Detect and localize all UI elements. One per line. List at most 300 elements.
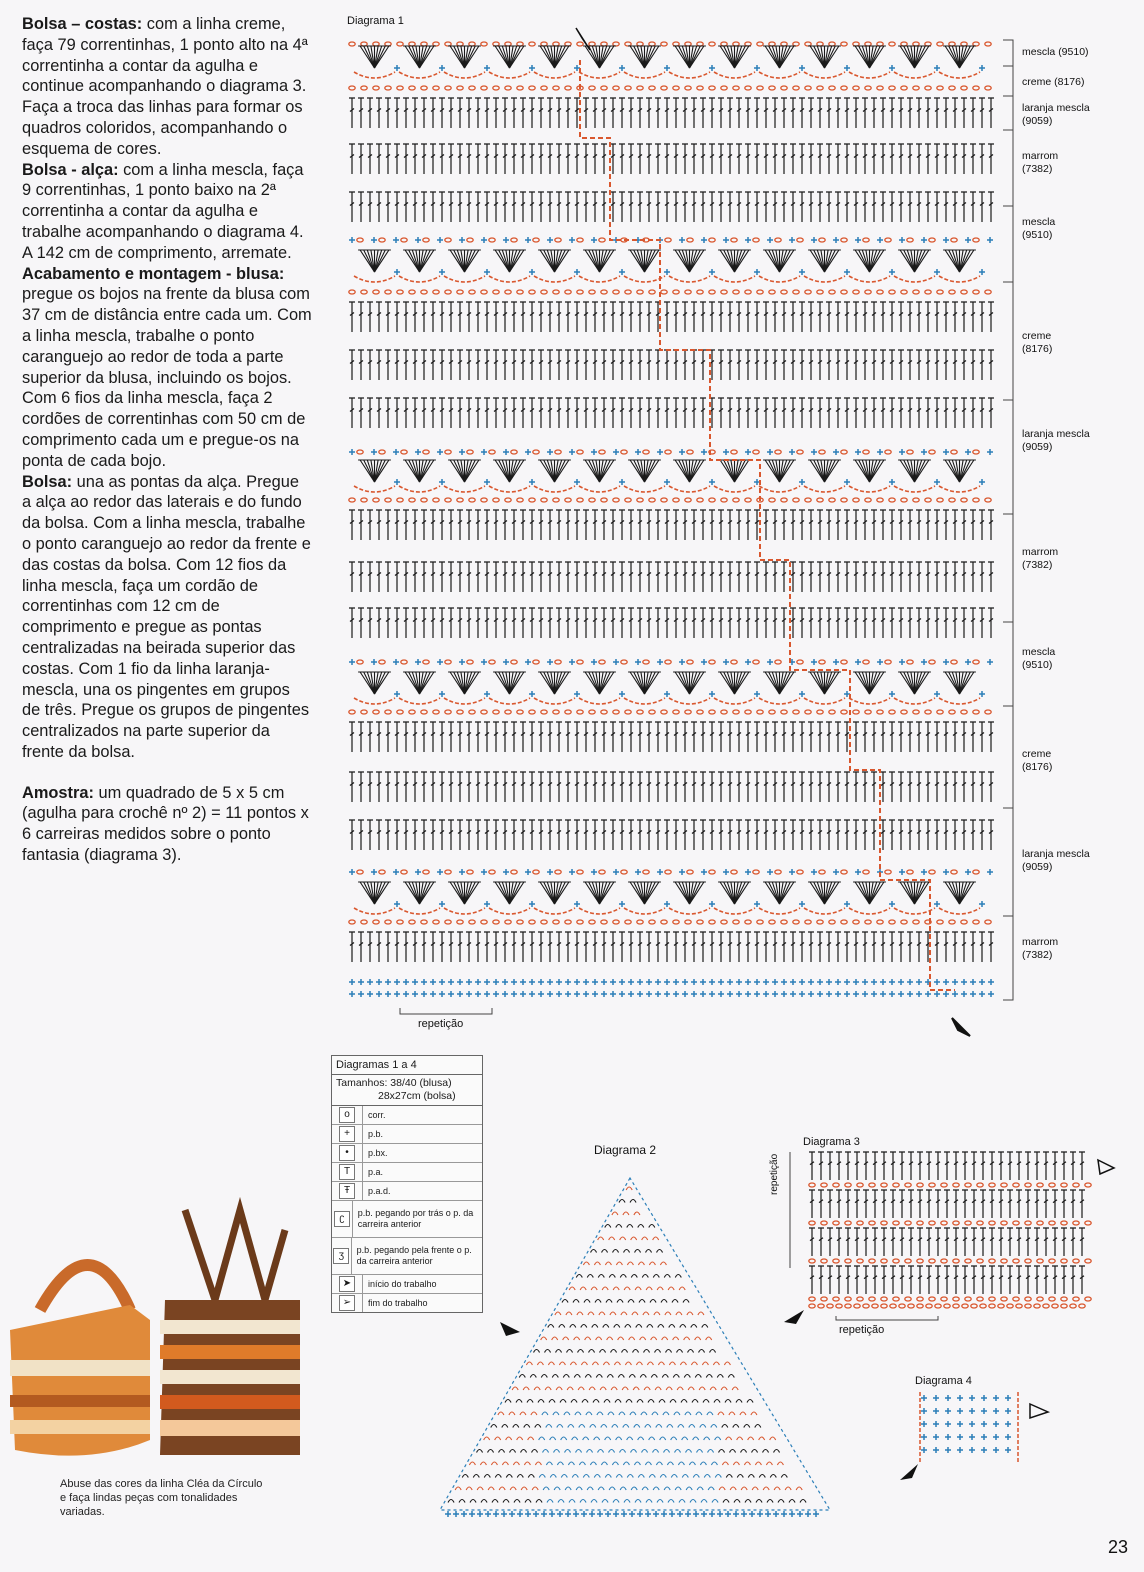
curl-stitch xyxy=(619,1200,625,1203)
chain-arc xyxy=(894,908,935,914)
single-crochet-stitch xyxy=(493,979,499,985)
double-crochet-stitch xyxy=(439,98,445,128)
single-crochet-stitch xyxy=(880,991,886,997)
chain-stitch xyxy=(854,1304,860,1308)
curl-stitch xyxy=(660,1262,666,1265)
double-crochet-stitch xyxy=(466,722,472,752)
double-crochet-stitch xyxy=(808,722,814,752)
double-crochet-stitch xyxy=(799,302,805,332)
double-crochet-stitch xyxy=(439,932,445,962)
single-crochet-stitch xyxy=(439,479,445,485)
double-crochet-stitch xyxy=(1070,1266,1076,1294)
double-crochet-stitch xyxy=(818,1228,824,1256)
double-crochet-stitch xyxy=(827,1152,833,1180)
fan-stitch xyxy=(510,250,526,272)
double-crochet-stitch xyxy=(691,510,697,540)
double-crochet-stitch xyxy=(493,772,499,802)
double-crochet-stitch xyxy=(925,562,931,592)
double-crochet-stitch xyxy=(538,98,544,128)
double-crochet-stitch xyxy=(745,820,751,850)
single-crochet-stitch xyxy=(569,869,575,875)
chain-stitch xyxy=(1061,1304,1067,1308)
double-crochet-stitch xyxy=(727,932,733,962)
single-crochet-stitch xyxy=(461,1511,467,1517)
single-crochet-stitch xyxy=(957,1434,963,1440)
curl-stitch xyxy=(701,1500,707,1503)
double-crochet-stitch xyxy=(935,1228,941,1256)
curl-stitch xyxy=(583,1262,589,1265)
double-crochet-stitch xyxy=(592,144,598,174)
single-crochet-stitch xyxy=(844,479,850,485)
curl-stitch xyxy=(546,1462,552,1465)
double-crochet-stitch xyxy=(952,144,958,174)
double-crochet-stitch xyxy=(547,302,553,332)
curl-stitch xyxy=(548,1325,554,1328)
double-crochet-stitch xyxy=(421,144,427,174)
double-crochet-stitch xyxy=(556,98,562,128)
double-crochet-stitch xyxy=(502,192,508,222)
fan-stitch xyxy=(645,250,661,272)
curl-stitch xyxy=(621,1312,627,1315)
chain-stitch xyxy=(517,498,523,502)
chain-stitch xyxy=(973,660,979,664)
single-crochet-stitch xyxy=(709,691,715,697)
double-crochet-stitch xyxy=(592,772,598,802)
chain-stitch xyxy=(555,660,561,664)
chain-stitch xyxy=(817,920,823,924)
curl-stitch xyxy=(603,1325,609,1328)
chain-stitch xyxy=(401,660,407,664)
double-crochet-stitch xyxy=(817,722,823,752)
single-crochet-stitch xyxy=(765,1511,771,1517)
curl-stitch xyxy=(582,1400,588,1403)
fan-stitch xyxy=(853,882,869,904)
double-crochet-stitch xyxy=(349,562,355,592)
double-crochet-stitch xyxy=(619,398,625,428)
curl-stitch xyxy=(630,1412,636,1415)
fan-stitch xyxy=(358,882,374,904)
chain-stitch xyxy=(965,1297,971,1301)
double-crochet-stitch xyxy=(845,1190,851,1218)
double-crochet-stitch xyxy=(772,510,778,540)
double-crochet-stitch xyxy=(367,302,373,332)
single-crochet-stitch xyxy=(799,269,805,275)
chain-stitch xyxy=(565,710,571,714)
double-crochet-stitch xyxy=(718,772,724,802)
chain-stitch xyxy=(819,870,825,874)
curl-stitch xyxy=(673,1337,679,1340)
double-crochet-stitch xyxy=(421,350,427,380)
double-crochet-stitch xyxy=(790,932,796,962)
double-crochet-stitch xyxy=(691,562,697,592)
curl-stitch xyxy=(650,1300,656,1303)
curl-stitch xyxy=(535,1462,541,1465)
double-crochet-stitch xyxy=(664,398,670,428)
double-crochet-stitch xyxy=(394,350,400,380)
fan-stitch xyxy=(358,250,374,272)
chain-stitch xyxy=(673,498,679,502)
single-crochet-stitch xyxy=(899,449,905,455)
double-crochet-stitch xyxy=(538,562,544,592)
double-crochet-stitch xyxy=(826,144,832,174)
double-crochet-stitch xyxy=(962,1228,968,1256)
double-crochet-stitch xyxy=(538,608,544,638)
single-crochet-stitch xyxy=(439,65,445,71)
double-crochet-stitch xyxy=(529,772,535,802)
chain-stitch xyxy=(469,498,475,502)
diagram1-title: Diagrama 1 xyxy=(347,15,404,27)
curl-stitch xyxy=(613,1287,619,1290)
chain-stitch xyxy=(673,86,679,90)
double-crochet-stitch xyxy=(412,192,418,222)
single-crochet-stitch xyxy=(921,1395,927,1401)
chain-stitch xyxy=(1013,1259,1019,1263)
curl-stitch xyxy=(549,1400,555,1403)
single-crochet-stitch xyxy=(664,901,670,907)
double-crochet-stitch xyxy=(862,722,868,752)
chain-stitch xyxy=(817,86,823,90)
chain-stitch xyxy=(926,1304,932,1308)
chain-stitch xyxy=(985,498,991,502)
double-crochet-stitch xyxy=(448,772,454,802)
double-crochet-stitch xyxy=(502,820,508,850)
chain-stitch xyxy=(541,498,547,502)
double-crochet-stitch xyxy=(601,98,607,128)
single-crochet-stitch xyxy=(565,979,571,985)
single-crochet-stitch xyxy=(1005,1408,1011,1414)
double-crochet-stitch xyxy=(412,398,418,428)
double-crochet-stitch xyxy=(439,144,445,174)
chain-stitch xyxy=(745,710,751,714)
double-crochet-stitch xyxy=(817,350,823,380)
double-crochet-stitch xyxy=(628,302,634,332)
double-crochet-stitch xyxy=(790,398,796,428)
chain-stitch xyxy=(421,42,427,46)
double-crochet-stitch xyxy=(457,192,463,222)
curl-stitch xyxy=(589,1350,595,1353)
double-crochet-stitch xyxy=(430,98,436,128)
single-crochet-stitch xyxy=(591,449,597,455)
chain-stitch xyxy=(965,1259,971,1263)
chain-stitch xyxy=(457,42,463,46)
chain-stitch xyxy=(361,498,367,502)
chain-stitch xyxy=(489,870,495,874)
double-crochet-stitch xyxy=(934,144,940,174)
single-crochet-stitch xyxy=(679,449,685,455)
curl-stitch xyxy=(598,1237,604,1240)
single-crochet-stitch xyxy=(933,1434,939,1440)
chain-stitch xyxy=(621,660,627,664)
double-crochet-stitch xyxy=(646,722,652,752)
chain-stitch xyxy=(467,450,473,454)
color-code: (8176) xyxy=(1022,343,1053,355)
single-crochet-stitch xyxy=(569,237,575,243)
chain-stitch xyxy=(757,290,763,294)
curl-stitch xyxy=(696,1412,702,1415)
double-crochet-stitch xyxy=(925,772,931,802)
single-crochet-stitch xyxy=(709,979,715,985)
chain-stitch xyxy=(541,42,547,46)
chain-stitch xyxy=(409,86,415,90)
double-crochet-stitch xyxy=(637,608,643,638)
fan-stitch xyxy=(448,672,464,694)
double-crochet-stitch xyxy=(943,98,949,128)
double-crochet-stitch xyxy=(358,932,364,962)
curl-stitch xyxy=(623,1212,629,1215)
double-crochet-stitch xyxy=(934,772,940,802)
fan-stitch xyxy=(690,460,706,482)
chain-stitch xyxy=(361,86,367,90)
double-crochet-stitch xyxy=(979,510,985,540)
single-crochet-stitch xyxy=(525,869,531,875)
double-crochet-stitch xyxy=(394,398,400,428)
double-crochet-stitch xyxy=(835,772,841,802)
chain-stitch xyxy=(769,920,775,924)
double-crochet-stitch xyxy=(844,192,850,222)
single-crochet-stitch xyxy=(835,979,841,985)
single-crochet-stitch xyxy=(589,1511,595,1517)
double-crochet-stitch xyxy=(1061,1190,1067,1218)
double-crochet-stitch xyxy=(826,302,832,332)
chain-arc xyxy=(354,486,395,492)
chain-stitch xyxy=(845,1221,851,1225)
single-crochet-stitch xyxy=(657,869,663,875)
single-crochet-stitch xyxy=(933,1447,939,1453)
chain-stitch xyxy=(985,920,991,924)
chain-stitch xyxy=(421,920,427,924)
single-crochet-stitch xyxy=(889,991,895,997)
chain-stitch xyxy=(881,1304,887,1308)
curl-stitch xyxy=(627,1225,633,1228)
chain-stitch xyxy=(349,920,355,924)
chain-stitch xyxy=(469,710,475,714)
chain-arc xyxy=(399,698,440,704)
fan-stitch xyxy=(420,250,436,272)
double-crochet-stitch xyxy=(961,98,967,128)
double-crochet-stitch xyxy=(952,398,958,428)
double-crochet-stitch xyxy=(871,562,877,592)
curl-stitch xyxy=(601,1462,607,1465)
single-crochet-stitch xyxy=(549,1511,555,1517)
chain-arc xyxy=(579,72,620,78)
double-crochet-stitch xyxy=(448,192,454,222)
chain-stitch xyxy=(555,450,561,454)
chain-stitch xyxy=(907,238,913,242)
single-crochet-stitch xyxy=(969,1447,975,1453)
double-crochet-stitch xyxy=(619,562,625,592)
chain-stitch xyxy=(721,86,727,90)
chain-stitch xyxy=(665,450,671,454)
single-crochet-stitch xyxy=(899,869,905,875)
double-crochet-stitch xyxy=(682,608,688,638)
fan-stitch xyxy=(465,460,481,482)
chain-stitch xyxy=(1073,1221,1079,1225)
color-code: (7382) xyxy=(1022,163,1053,175)
curl-stitch xyxy=(612,1462,618,1465)
double-crochet-stitch xyxy=(511,144,517,174)
chain-stitch xyxy=(445,660,451,664)
double-crochet-stitch xyxy=(439,772,445,802)
curl-stitch xyxy=(587,1275,593,1278)
single-crochet-stitch xyxy=(826,991,832,997)
legend-title: Diagramas 1 a 4 xyxy=(332,1056,482,1075)
chain-stitch xyxy=(890,1304,896,1308)
chain-stitch xyxy=(565,920,571,924)
double-crochet-stitch xyxy=(367,192,373,222)
double-crochet-stitch xyxy=(403,932,409,962)
chain-arc xyxy=(534,72,575,78)
fan-stitch xyxy=(645,672,661,694)
double-crochet-stitch xyxy=(943,144,949,174)
curl-stitch xyxy=(498,1412,504,1415)
color-label xyxy=(1022,330,1132,356)
fan-stitch xyxy=(763,460,779,482)
curl-stitch xyxy=(702,1362,708,1365)
chain-stitch xyxy=(733,710,739,714)
instr-bolsa: Bolsa: una as pontas da alça. Pregue a alça ao redor das laterais e do fundo da bolsa. Com a linha mescla, trabalhe o ponto caranguejo ao redor da frente e das costas da bolsa. Com 12 fios da linha mescla, faça um cordão de correntinhas com 12 cm de comprimento e pregue as pontas centralizadas na beirada superior das costas. Com 1 fio da linha laranja-mescla, una os pingentes em grupos de três. Pregue os grupos de pingentes centralizados na parte superior da frente da bolsa. xyxy=(22,472,311,761)
curl-stitch xyxy=(506,1475,512,1478)
chain-arc xyxy=(669,72,710,78)
curl-stitch xyxy=(594,1262,600,1265)
single-crochet-stitch xyxy=(367,979,373,985)
single-crochet-stitch xyxy=(979,901,985,907)
chain-stitch xyxy=(577,660,583,664)
curl-stitch xyxy=(657,1500,663,1503)
double-crochet-stitch xyxy=(601,608,607,638)
double-crochet-stitch xyxy=(673,932,679,962)
single-crochet-stitch xyxy=(943,869,949,875)
double-crochet-stitch xyxy=(349,510,355,540)
chain-stitch xyxy=(433,290,439,294)
curl-stitch xyxy=(741,1487,747,1490)
single-crochet-stitch xyxy=(619,691,625,697)
double-crochet-stitch xyxy=(835,932,841,962)
chain-stitch xyxy=(621,450,627,454)
chain-stitch xyxy=(709,42,715,46)
chain-stitch xyxy=(687,238,693,242)
chain-stitch xyxy=(949,498,955,502)
curl-stitch xyxy=(581,1362,587,1365)
fan-stitch xyxy=(808,882,824,904)
chain-arc xyxy=(939,698,980,704)
fan-stitch xyxy=(583,46,599,68)
single-crochet-stitch xyxy=(701,659,707,665)
double-crochet-stitch xyxy=(592,932,598,962)
double-crochet-stitch xyxy=(673,192,679,222)
color-label xyxy=(1022,102,1132,128)
double-crochet-stitch xyxy=(682,562,688,592)
double-crochet-stitch xyxy=(421,302,427,332)
double-crochet-stitch xyxy=(718,398,724,428)
double-crochet-stitch xyxy=(610,398,616,428)
double-crochet-stitch xyxy=(925,510,931,540)
chain-stitch xyxy=(819,450,825,454)
chain-stitch xyxy=(589,710,595,714)
legend-row xyxy=(332,1125,482,1144)
chain-stitch xyxy=(917,1304,923,1308)
chain-stitch xyxy=(357,660,363,664)
double-crochet-stitch xyxy=(844,144,850,174)
chain-arc xyxy=(804,698,845,704)
double-crochet-stitch xyxy=(898,144,904,174)
double-crochet-stitch xyxy=(502,562,508,592)
double-crochet-stitch xyxy=(916,510,922,540)
curl-stitch xyxy=(616,1437,622,1440)
double-crochet-stitch xyxy=(511,98,517,128)
double-crochet-stitch xyxy=(511,820,517,850)
double-crochet-stitch xyxy=(583,722,589,752)
chain-stitch xyxy=(961,498,967,502)
single-crochet-stitch xyxy=(736,991,742,997)
fan-stitch xyxy=(870,460,886,482)
curl-stitch xyxy=(635,1500,641,1503)
double-crochet-stitch xyxy=(466,98,472,128)
double-crochet-stitch xyxy=(520,350,526,380)
chain-arc xyxy=(714,698,755,704)
curl-stitch xyxy=(576,1450,582,1453)
double-crochet-stitch xyxy=(845,1266,851,1294)
single-crochet-stitch xyxy=(987,237,993,243)
double-crochet-stitch xyxy=(943,932,949,962)
curl-stitch xyxy=(662,1337,668,1340)
chain-stitch xyxy=(949,710,955,714)
curl-stitch xyxy=(690,1500,696,1503)
double-crochet-stitch xyxy=(493,98,499,128)
curl-stitch xyxy=(616,1475,622,1478)
photo-caption: Abuse das cores da linha Cléa da Círculo e faça lindas peças com tonalidades variadas. xyxy=(60,1478,263,1518)
single-crochet-stitch xyxy=(635,659,641,665)
curl-stitch xyxy=(612,1425,618,1428)
chain-stitch xyxy=(881,1259,887,1263)
curl-stitch xyxy=(672,1300,678,1303)
fan-stitch xyxy=(690,250,706,272)
chain-stitch xyxy=(821,1259,827,1263)
double-crochet-stitch xyxy=(979,302,985,332)
curl-stitch xyxy=(611,1350,617,1353)
single-crochet-stitch xyxy=(727,991,733,997)
curl-stitch xyxy=(763,1487,769,1490)
double-crochet-stitch xyxy=(655,932,661,962)
double-crochet-stitch xyxy=(961,820,967,850)
single-crochet-stitch xyxy=(979,991,985,997)
chain-stitch xyxy=(709,660,715,664)
double-crochet-stitch xyxy=(601,820,607,850)
chain-stitch xyxy=(589,86,595,90)
chain-stitch xyxy=(980,1304,986,1308)
curl-stitch xyxy=(710,1387,716,1390)
chain-stitch xyxy=(951,450,957,454)
double-crochet-stitch xyxy=(916,772,922,802)
chain-stitch xyxy=(433,86,439,90)
double-crochet-stitch xyxy=(961,398,967,428)
double-crochet-stitch xyxy=(845,1228,851,1256)
double-crochet-stitch xyxy=(412,98,418,128)
fan-stitch xyxy=(628,882,644,904)
curl-stitch xyxy=(680,1362,686,1365)
chain-stitch xyxy=(853,498,859,502)
double-crochet-stitch xyxy=(854,1152,860,1180)
double-crochet-stitch xyxy=(700,302,706,332)
double-crochet-stitch xyxy=(502,98,508,128)
product-photos xyxy=(10,1210,300,1456)
fan-stitch xyxy=(870,672,886,694)
curl-stitch xyxy=(635,1287,641,1290)
chain-stitch xyxy=(805,920,811,924)
single-crochet-stitch xyxy=(877,237,883,243)
double-crochet-stitch xyxy=(655,350,661,380)
double-crochet-stitch xyxy=(637,144,643,174)
double-crochet-stitch xyxy=(574,302,580,332)
